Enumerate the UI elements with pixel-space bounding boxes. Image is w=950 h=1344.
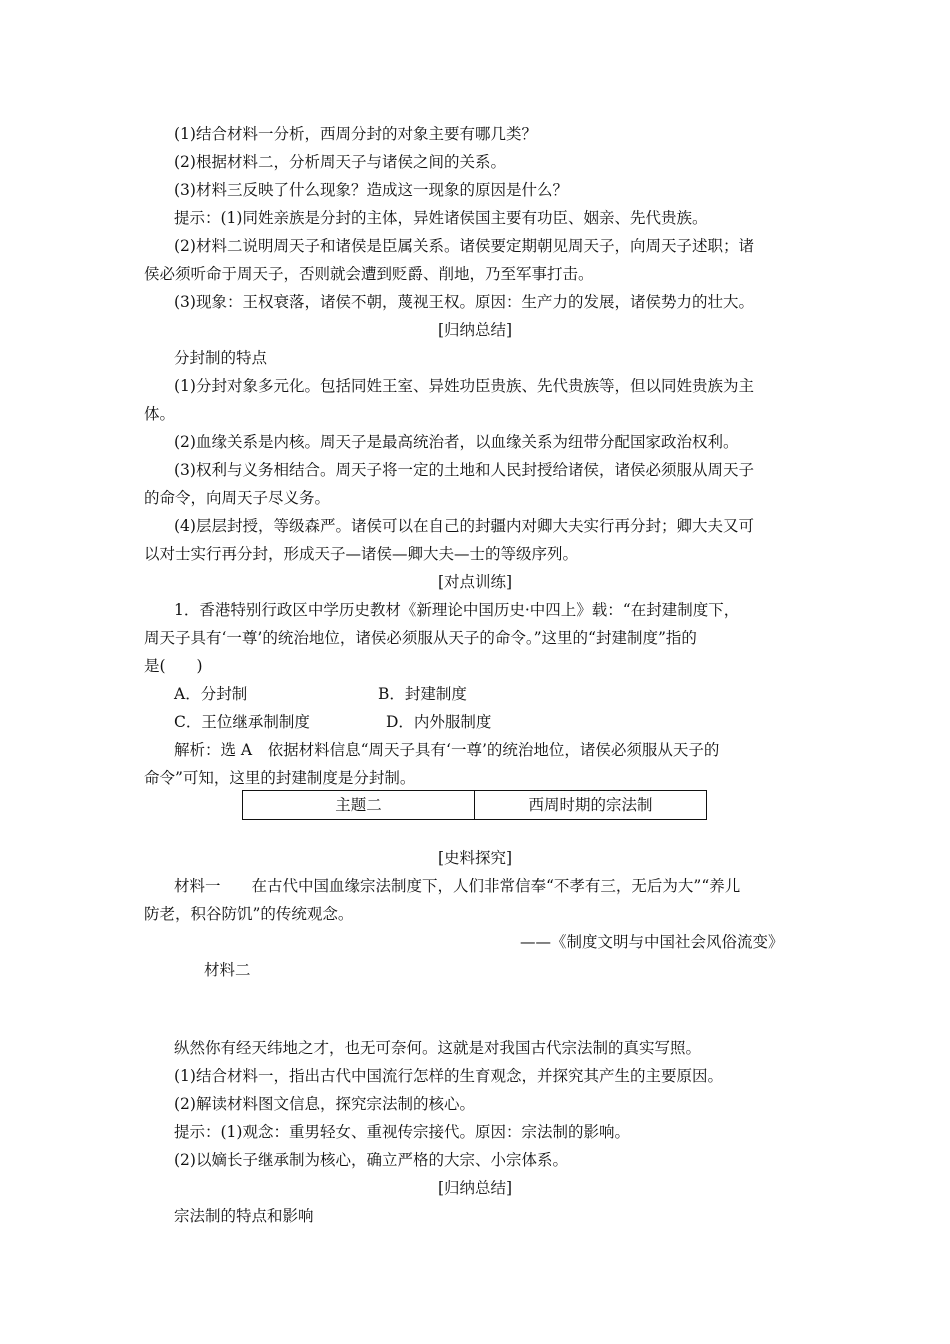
option-a: A．分封制 <box>174 685 248 703</box>
exercise-1-line3: 是( ) <box>144 657 203 675</box>
option-d: D．内外服制度 <box>386 713 492 731</box>
hint-1: 提示：(1)同姓亲族是分封的主体，异姓诸侯国主要有功臣、姻亲、先代贵族。 <box>174 209 708 227</box>
material-1-line1: 材料一 在古代中国血缘宗法制度下，人们非常信奉“不孝有三，无后为大”“养儿 <box>174 877 741 895</box>
answer-line1: 解析：选 A 依据材料信息“周天子具有‘一尊’的统治地位，诸侯必须服从天子的 <box>174 741 720 759</box>
theme-title: 西周时期的宗法制 <box>474 791 706 819</box>
material-1-source: ——《制度文明与中国社会风俗流变》 <box>520 933 784 951</box>
summary-heading-1: [归纳总结] <box>437 321 513 339</box>
explore-heading: [史料探究] <box>437 849 513 867</box>
feature-1-line1: (1)分封对象多元化。包括同姓王室、异姓功臣贵族、先代贵族等，但以同姓贵族为主 <box>174 377 754 395</box>
material-1-line2: 防老，积谷防饥”的传统观念。 <box>144 905 354 923</box>
material-2-image-area <box>174 988 784 1038</box>
feature-3-line1: (3)权利与义务相结合。周天子将一定的土地和人民封授给诸侯，诸侯必须服从周天子 <box>174 461 754 479</box>
exercise-1-line1: 1．香港特别行政区中学历史教材《新理论中国历史·中四上》载：“在封建制度下， <box>174 601 740 619</box>
feature-4-line1: (4)层层封授，等级森严。诸侯可以在自己的封疆内对卿大夫实行再分封；卿大夫又可 <box>174 517 754 535</box>
hint-2-line2: 侯必须听命于周天子，否则就会遭到贬爵、削地，乃至军事打击。 <box>144 265 594 283</box>
answer-line2: 命令”可知，这里的封建制度是分封制。 <box>144 769 416 787</box>
question-2: (2)根据材料二，分析周天子与诸侯之间的关系。 <box>174 153 506 171</box>
hint-2-1: 提示：(1)观念：重男轻女、重视传宗接代。原因：宗法制的影响。 <box>174 1123 630 1141</box>
material-2-label: 材料二 <box>204 961 251 979</box>
summary-heading-2: [归纳总结] <box>437 1179 513 1197</box>
hint-3: (3)现象：王权衰落，诸侯不朝，蔑视王权。原因：生产力的发展，诸侯势力的壮大。 <box>174 293 754 311</box>
hint-2-line1: (2)材料二说明周天子和诸侯是臣属关系。诸侯要定期朝见周天子，向周天子述职；诸 <box>174 237 754 255</box>
theme-table <box>242 790 707 820</box>
feature-1-line2: 体。 <box>144 405 176 423</box>
question-1: (1)结合材料一分析，西周分封的对象主要有哪几类？ <box>174 125 537 143</box>
material-2-text: 纵然你有经天纬地之才，也无可奈何。这就是对我国古代宗法制的真实写照。 <box>174 1039 702 1057</box>
feature-2: (2)血缘关系是内核。周天子是最高统治者，以血缘关系为纽带分配国家政治权利。 <box>174 433 739 451</box>
option-c: C．王位继承制制度 <box>174 713 310 731</box>
section-title: 宗法制的特点和影响 <box>174 1207 314 1225</box>
question-2-1: (1)结合材料一，指出古代中国流行怎样的生育观念，并探究其产生的主要原因。 <box>174 1067 723 1085</box>
option-b: B．封建制度 <box>378 685 467 703</box>
feature-3-line2: 的命令，向周天子尽义务。 <box>144 489 331 507</box>
exercise-1-line2: 周天子具有‘一尊’的统治地位，诸侯必须服从天子的命令。”这里的“封建制度”指的 <box>144 629 697 647</box>
question-2-2: (2)解读材料图文信息，探究宗法制的核心。 <box>174 1095 475 1113</box>
feature-4-line2: 以对士实行再分封，形成天子—诸侯—卿大夫—士的等级序列。 <box>144 545 579 563</box>
feature-title: 分封制的特点 <box>174 349 268 367</box>
training-heading: [对点训练] <box>437 573 513 591</box>
question-3: (3)材料三反映了什么现象？造成这一现象的原因是什么？ <box>174 181 568 199</box>
hint-2-2: (2)以嫡长子继承制为核心，确立严格的大宗、小宗体系。 <box>174 1151 568 1169</box>
theme-label: 主题二 <box>335 796 382 814</box>
